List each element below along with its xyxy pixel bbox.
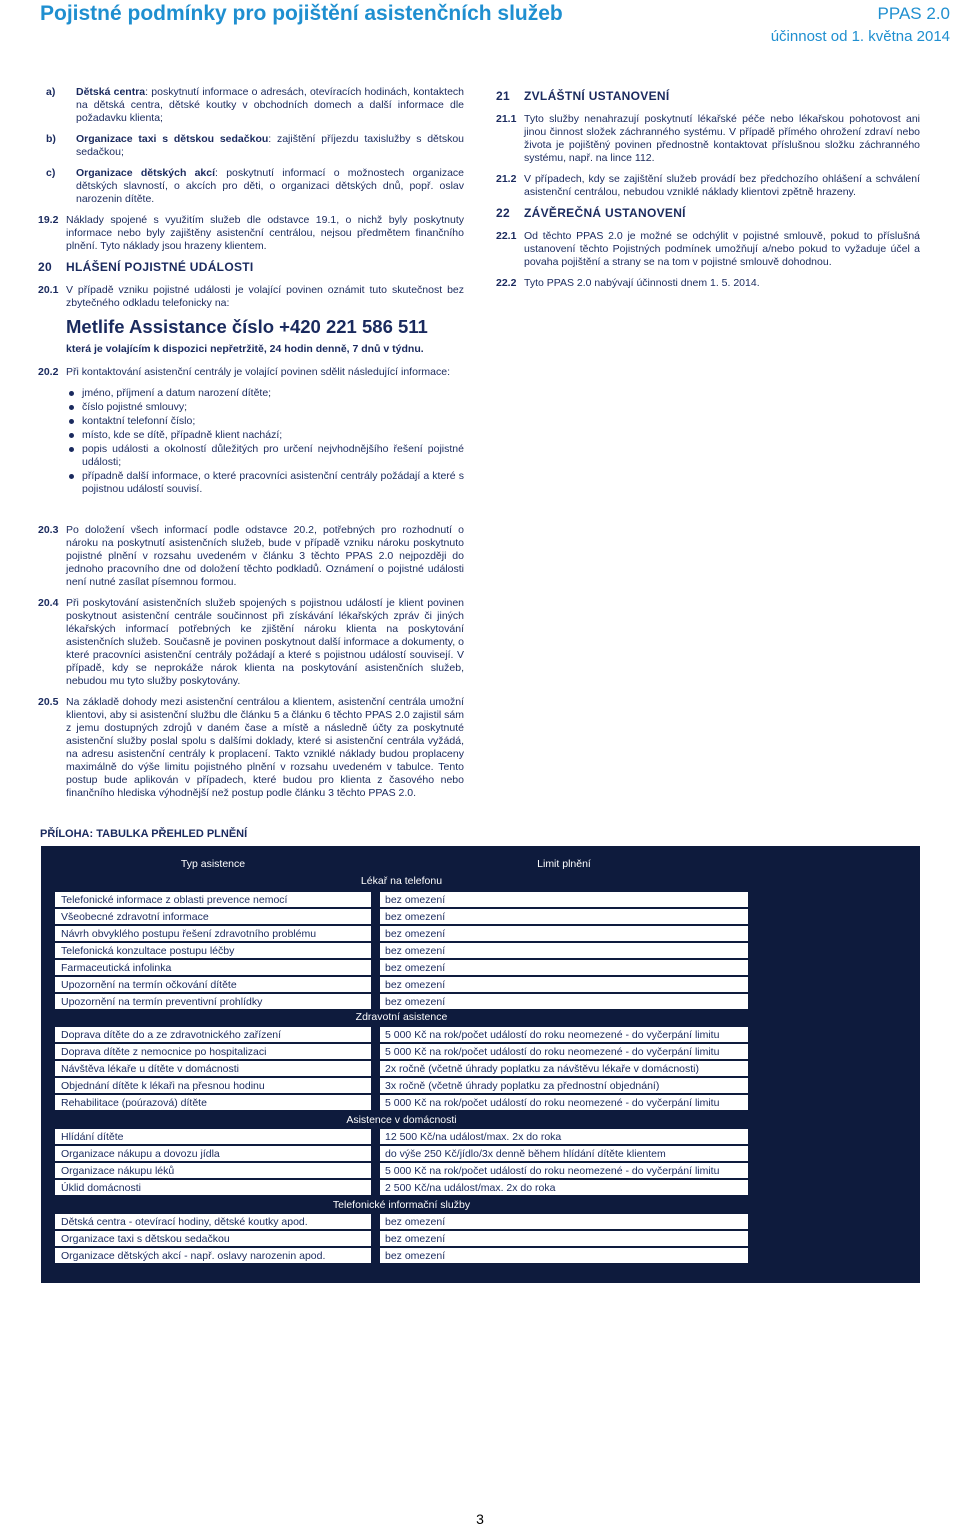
- info-list-item: jméno, příjmení a datum narození dítěte;: [66, 387, 464, 400]
- table-row: Upozornění na termín preventivní prohlídky bez omezení: [55, 994, 906, 1010]
- table-row: Telefonické informace z oblasti prevence nemocí bez omezení: [55, 892, 906, 908]
- appendix-title: PŘÍLOHA: TABULKA PŘEHLED PLNĚNÍ: [40, 828, 248, 840]
- table-section-row: Zdravotní asistence: [355, 1011, 448, 1023]
- info-list-item: popis události a okolností důležitých pro určení nejvhodnějšího řešení pojistné události;: [66, 443, 464, 469]
- info-list-item: místo, kde se dítě, případně klient nachází;: [66, 429, 464, 442]
- service-item: c) Organizace dětských akcí: poskytnutí informací o možnostech organizace dětských slavností, o akcích pro děti, o organizaci dětských dnů, popř. oslav narozenin dítěte.: [46, 167, 464, 205]
- effective-date: účinnost od 1. května 2014: [770, 28, 950, 45]
- table-row: Telefonická konzultace postupu léčby bez omezení: [55, 943, 906, 959]
- info-list: [66, 387, 464, 496]
- paragraph-20-2: 20.2 Při kontaktování asistenční centrály je volající povinen sdělit následující informace:: [38, 366, 451, 378]
- info-list-item: případně další informace, o které pracovníci asistenční centrály požádají a které s pojistnou událostí souvisí.: [66, 470, 464, 496]
- table-row: Organizace nákupu a dovozu jídla do výše 250 Kč/jídlo/3x denně během hlídání dítěte klientem: [55, 1146, 906, 1162]
- table-row: Organizace nákupu léků 5 000 Kč na rok/počet událostí do roku neomezené - do vyčerpání limitu: [55, 1163, 906, 1179]
- paragraph-22-2: 22.2 Tyto PPAS 2.0 nabývají účinnosti dnem 1. 5. 2014.: [496, 277, 760, 289]
- table-row: Upozornění na termín očkování dítěte bez omezení: [55, 977, 906, 993]
- table-section-row: Telefonické informační služby: [332, 1199, 471, 1211]
- table-row: Doprava dítěte do a ze zdravotnického zařízení 5 000 Kč na rok/počet událostí do roku neomezené - do vyčerpání limitu: [55, 1027, 906, 1043]
- service-item: a) Dětská centra: poskytnutí informace o adresách, otevíracích hodinách, kontaktech na dětská centra, dětské koutky v obchodních domech a další informace dle požadavku klienta;: [46, 86, 464, 124]
- paragraph-21-1: 21.1 Tyto služby nenahrazují poskytnutí lékařské péče nebo lékařskou pohotovost ani jinou činnost složek záchranného systému. V případě přímého ohrožení zdraví nebo života je pojištěný povinen přednostně kontaktovat příslušnou složku záchranného systému, např. na lince 112.: [496, 113, 920, 164]
- table-row: Návštěva lékaře u dítěte v domácnosti 2x ročně (včetně úhrady poplatku za návštěvu lékaře v domácnosti): [55, 1061, 906, 1077]
- assistance-phone: Metlife Assistance číslo +420 221 586 511: [66, 316, 428, 337]
- table-row: Rehabilitace (poúrazová) dítěte 5 000 Kč na rok/počet událostí do roku neomezené - do vyčerpání limitu: [55, 1095, 906, 1111]
- paragraph-19-2: 19.2 Náklady spojené s využitím služeb dle odstavce 19.1, o nichž byly poskytnuty informace nebo byly zajištěny asistenční centrálou, nejsou předmětem finančního plnění. Tyto náklady jsou hrazeny klientem.: [38, 214, 464, 252]
- table-section-row: Lékař na telefonu: [360, 875, 443, 887]
- benefits-table: [41, 846, 920, 1283]
- document-title: Pojistné podmínky pro pojištění asistenčních služeb: [40, 2, 563, 25]
- paragraph-20-1: 20.1 V případě vzniku pojistné události je volající povinen oznámit tuto skutečnost bez zbytečného odkladu telefonicky na:: [38, 284, 464, 309]
- paragraph-22-1: 22.1 Od těchto PPAS 2.0 je možné se odchýlit v pojistné smlouvě, pokud to příslušná ustanovení těchto Pojistných podmínek umožňují a/nebo pokud to vyžaduje účel a povaha pojištění a strany se na tom v pojistné smlouvě dohodnou.: [496, 230, 920, 268]
- table-row: Farmaceutická infolinka bez omezení: [55, 960, 906, 976]
- service-item: b) Organizace taxi s dětskou sedačkou: zajištění příjezdu taxislužby s dětskou sedačkou;: [46, 133, 464, 158]
- table-row: Úklid domácnosti 2 500 Kč/na událost/max. 2x do roka: [55, 1180, 906, 1196]
- table-row: Návrh obvyklého postupu řešení zdravotního problému bez omezení: [55, 926, 906, 942]
- table-row: Doprava dítěte z nemocnice po hospitalizaci 5 000 Kč na rok/počet událostí do roku neomezené - do vyčerpání limitu: [55, 1044, 906, 1060]
- table-row: Objednání dítěte k lékaři na přesnou hodinu 3x ročně (včetně úhrady poplatku za přednostní objednání): [55, 1078, 906, 1094]
- table-header: Typ asistence Limit plnění: [180, 858, 591, 870]
- section-21-heading: 21 ZVLÁŠTNÍ USTANOVENÍ: [496, 89, 670, 103]
- info-list-item: kontaktní telefonní číslo;: [66, 415, 464, 428]
- page-number: 3: [476, 1511, 484, 1527]
- table-section-row: Asistence v domácnosti: [346, 1114, 457, 1126]
- paragraph-20-4: 20.4 Při poskytování asistenčních služeb spojených s pojistnou událostí je klient povinen poskytnout asistenční centrále součinnost při získávání lékařských zpráv či jiných lékařských informací potřebných ke zjištění nároku klienta na poskytování asistenčních služeb. Současně je povinen poskytnout další informace a dokumenty, o které pracovníci asistenční centrály požádají a které s pojistnou událostí souvisejí. V případě, kdy se neprokáže nárok klienta na poskytování asistenčních služeb, nebudou mu tyto služby poskytovány.: [38, 597, 464, 687]
- table-row: Organizace dětských akcí - např. oslavy narozenin apod. bez omezení: [55, 1248, 906, 1264]
- section-20-heading: 20 HLÁŠENÍ POJISTNÉ UDÁLOSTI: [38, 260, 254, 274]
- right-column: [496, 86, 920, 298]
- table-row: Dětská centra - otevírací hodiny, dětské koutky apod. bez omezení: [55, 1214, 906, 1230]
- paragraph-20-3: 20.3 Po doložení všech informací podle odstavce 20.2, potřebných pro rozhodnutí o nároku na poskytnutí asistenčních služeb, bude v případě vzniku nároku poskytnuto pojistné plnění v rozsahu uvedeném v článku 3 těchto PPAS 2.0 nejpozději do jednoho pracovního dne od doložení těchto podkladů. Oznámení o pojistné události není nutné zasílat písemnou formou.: [38, 524, 464, 588]
- table-row: Organizace taxi s dětskou sedačkou bez omezení: [55, 1231, 906, 1247]
- paragraph-21-2: 21.2 V případech, kdy se zajištění služeb provádí bez předchozího ohlášení a schválení asistenční centrálou, nebudou vzniklé náklady klientovi zpětně hrazeny.: [496, 173, 920, 198]
- left-column: [38, 86, 464, 504]
- paragraph-20-5: 20.5 Na základě dohody mezi asistenční centrálou a klientem, asistenční centrála umožní klientovi, aby si asistenční službu dle článku 5 a článku 6 těchto PPAS 2.0 zajistil sám z jemu dostupných zdrojů v daném čase a místě a následně účty za poskytnuté asistenční služby poslal spolu s dalšími doklady, které si asistenční centrála vyžádá, na adresu asistenční centrály k proplacení. Takto vzniklé náklady budou proplaceny maximálně do výše limitu pojistného plnění v rozsahu uvedeném v tabulce. Tento postup bude aplikován v případech, které budou pro klienta z časového nebo finančního hlediska výhodnější než postup podle článku 3 těchto PPAS 2.0.: [38, 696, 464, 799]
- section-22-heading: 22 ZÁVĚREČNÁ USTANOVENÍ: [496, 206, 686, 220]
- phone-note: která je volajícím k dispozici nepřetržitě, 24 hodin denně, 7 dnů v týdnu.: [66, 343, 424, 355]
- table-row: Všeobecné zdravotní informace bez omezení: [55, 909, 906, 925]
- table-row: Hlídání dítěte 12 500 Kč/na událost/max. 2x do roka: [55, 1129, 906, 1145]
- left-column-lower: [38, 524, 464, 808]
- document-version: PPAS 2.0: [877, 4, 950, 23]
- info-list-item: číslo pojistné smlouvy;: [66, 401, 464, 414]
